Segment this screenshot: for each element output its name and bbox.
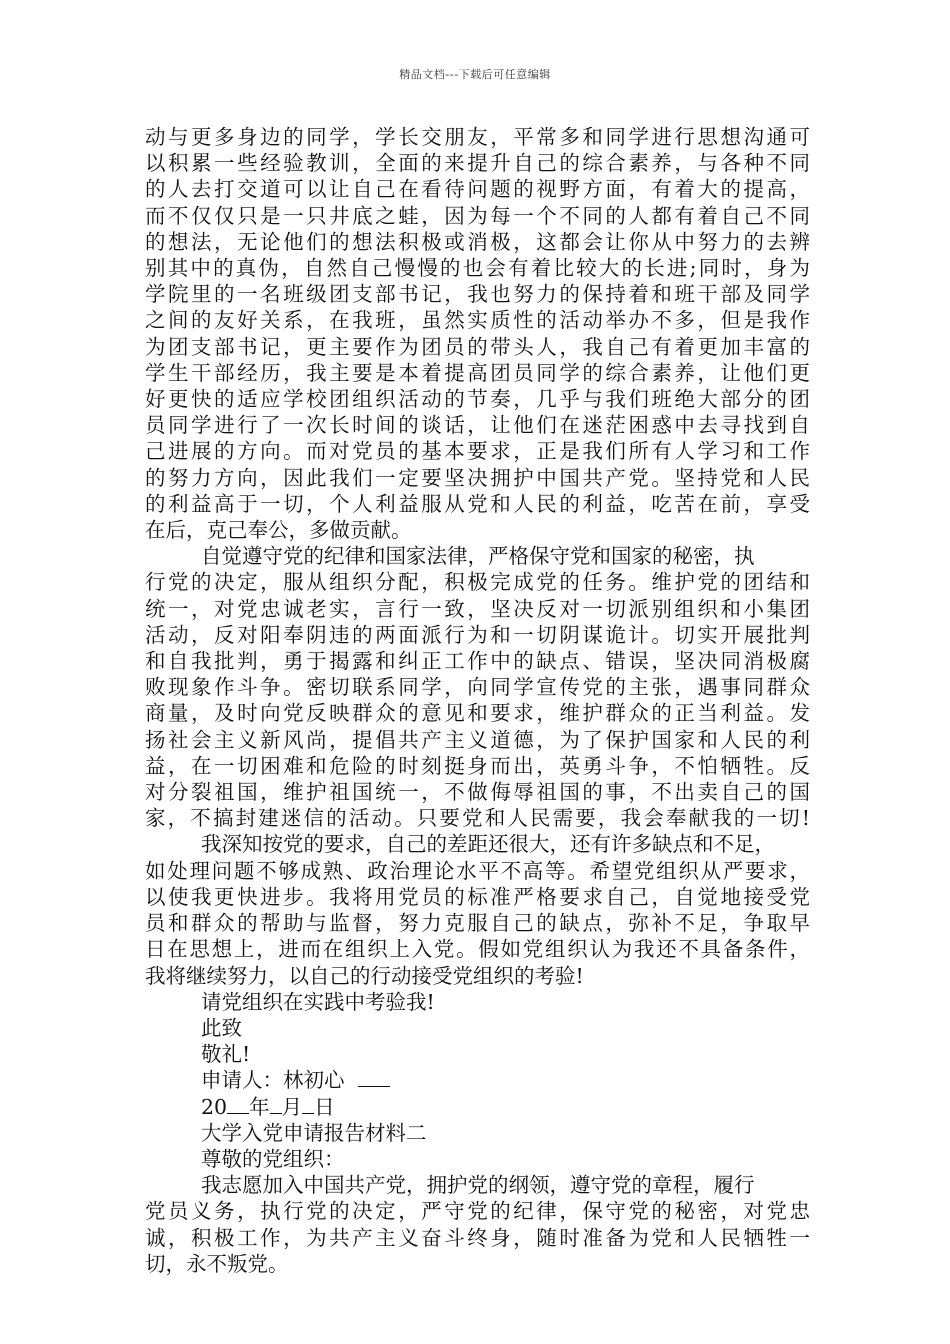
closing-line: 敬礼! — [201, 1042, 251, 1067]
closing-block — [145, 989, 810, 1120]
text-line: 别其中的真伪，自然自己慢慢的也会有着比较大的长进;同时，身为 — [145, 256, 810, 281]
signature-blank — [358, 1068, 390, 1087]
date-line — [145, 1094, 810, 1120]
text-line: 对分裂祖国，维护祖国统一，不做侮辱祖国的事，不出卖自己的国 — [145, 780, 810, 805]
text-line: 自觉遵守党的纪律和国家法律，严格保守党和国家的秘密，执 — [201, 544, 755, 569]
text-line: 员同学进行了一次长时间的谈话，让他们在迷茫困惑中去寻找到自 — [145, 413, 810, 438]
day-blank — [302, 1095, 314, 1114]
text-line: 日在思想上，进而在组织上入党。假如党组织认为我还不具备条件， — [145, 937, 810, 962]
text-line: 而不仅仅只是一只井底之蛙，因为每一个不同的人都有着自己不同 — [145, 203, 810, 228]
applicant-label: 申请人：林初心 — [201, 1068, 345, 1093]
document-body — [145, 124, 810, 1277]
text-line: 员和群众的帮助与监督，努力克服自己的缺点，弥补不足，争取早 — [145, 911, 810, 936]
text-line: 之间的友好关系，在我班，虽然实质性的活动举办不多，但是我作 — [145, 308, 810, 333]
text-line: 诚，积极工作，为共产主义奋斗终身，随时准备为党和人民牺牲一 — [145, 1225, 810, 1250]
text-line: 以积累一些经验教训，全面的来提升自己的综合素养，与各种不同 — [145, 151, 810, 176]
date-month: 月 — [281, 1094, 303, 1119]
text-line: 活动，反对阳奉阴违的两面派行为和一切阴谋诡计。切实开展批判 — [145, 622, 810, 647]
paragraph-3 — [145, 831, 810, 988]
date-year: 年 — [249, 1094, 270, 1119]
paragraph-2 — [145, 543, 810, 831]
text-line: 如处理问题不够成熟、政治理论水平不高等。希望党组织从严要求， — [145, 858, 810, 883]
text-line: 我将继续努力，以自己的行动接受党组织的考验! — [145, 963, 584, 988]
text-line: 我深知按党的要求，自己的差距还很大，还有许多缺点和不足， — [201, 832, 775, 857]
text-line: 我志愿加入中国共产党，拥护党的纲领，遵守党的章程，履行 — [201, 1173, 755, 1198]
text-line: 好更快的适应学校团组织活动的节奏，几乎与我们班绝大部分的团 — [145, 387, 810, 412]
text-line: 扬社会主义新风尚，提倡共产主义道德，为了保护国家和人民的利 — [145, 727, 810, 752]
text-line: 在后，克己奉公，多做贡献。 — [145, 518, 412, 543]
text-line: 以使我更快进步。我将用党员的标准严格要求自己，自觉地接受党 — [145, 884, 810, 909]
section-title: 大学入党申请报告材料二 — [201, 1120, 427, 1145]
text-line: 家，不搞封建迷信的活动。只要党和人民需要，我会奉献我的一切! — [145, 806, 810, 831]
text-line: 行党的决定，服从组织分配，积极完成党的任务。维护党的团结和 — [145, 570, 810, 595]
text-line: 己进展的方向。而对党员的基本要求，正是我们所有人学习和工作 — [145, 439, 810, 464]
text-line: 商量，及时向党反映群众的意见和要求，维护群众的正当利益。发 — [145, 701, 810, 726]
section-2 — [145, 1120, 810, 1277]
year-blank — [227, 1095, 249, 1114]
date-day: 日 — [314, 1094, 335, 1119]
text-line: 学生干部经历，我主要是本着提高团员同学的综合素养，让他们更 — [145, 360, 810, 385]
text-line: 为团支部书记，更主要作为团员的带头人，我自己有着更加丰富的 — [145, 334, 810, 359]
text-line: 益，在一切困难和危险的时刻挺身而出，英勇斗争，不怕牺牲。反 — [145, 753, 810, 778]
paragraph-1 — [145, 124, 810, 543]
text-line: 切，永不叛党。 — [145, 1251, 289, 1276]
text-line: 的利益高于一切，个人利益服从党和人民的利益，吃苦在前，享受 — [145, 491, 810, 516]
text-line: 动与更多身边的同学，学长交朋友，平常多和同学进行思想沟通可 — [145, 125, 810, 149]
text-line: 和自我批判，勇于揭露和纠正工作中的缺点、错误，坚决同消极腐 — [145, 649, 810, 674]
text-line: 统一，对党忠诚老实，言行一致，坚决反对一切派别组织和小集团 — [145, 596, 810, 621]
salutation: 尊敬的党组织： — [201, 1146, 345, 1171]
month-blank — [270, 1095, 282, 1114]
page-header: 精品文档---下载后可任意编辑 — [399, 68, 551, 81]
text-line: 败现象作斗争。密切联系同学，向同学宣传党的主张，遇事同群众 — [145, 675, 810, 700]
text-line: 党员义务，执行党的决定，严守党的纪律，保守党的秘密，对党忠 — [145, 1199, 810, 1224]
text-line: 的努力方向，因此我们一定要坚决拥护中国共产党。坚持党和人民 — [145, 465, 810, 490]
closing-line: 请党组织在实践中考验我! — [201, 989, 435, 1014]
text-line: 的想法，无论他们的想法积极或消极，这都会让你从中努力的去辨 — [145, 229, 810, 254]
applicant-line — [145, 1067, 810, 1093]
text-line: 学院里的一名班级团支部书记，我也努力的保持着和班干部及同学 — [145, 282, 810, 307]
text-line: 的人去打交道可以让自己在看待问题的视野方面，有着大的提高， — [145, 177, 810, 202]
date-prefix: 20 — [201, 1094, 228, 1119]
closing-line: 此致 — [201, 1015, 242, 1040]
